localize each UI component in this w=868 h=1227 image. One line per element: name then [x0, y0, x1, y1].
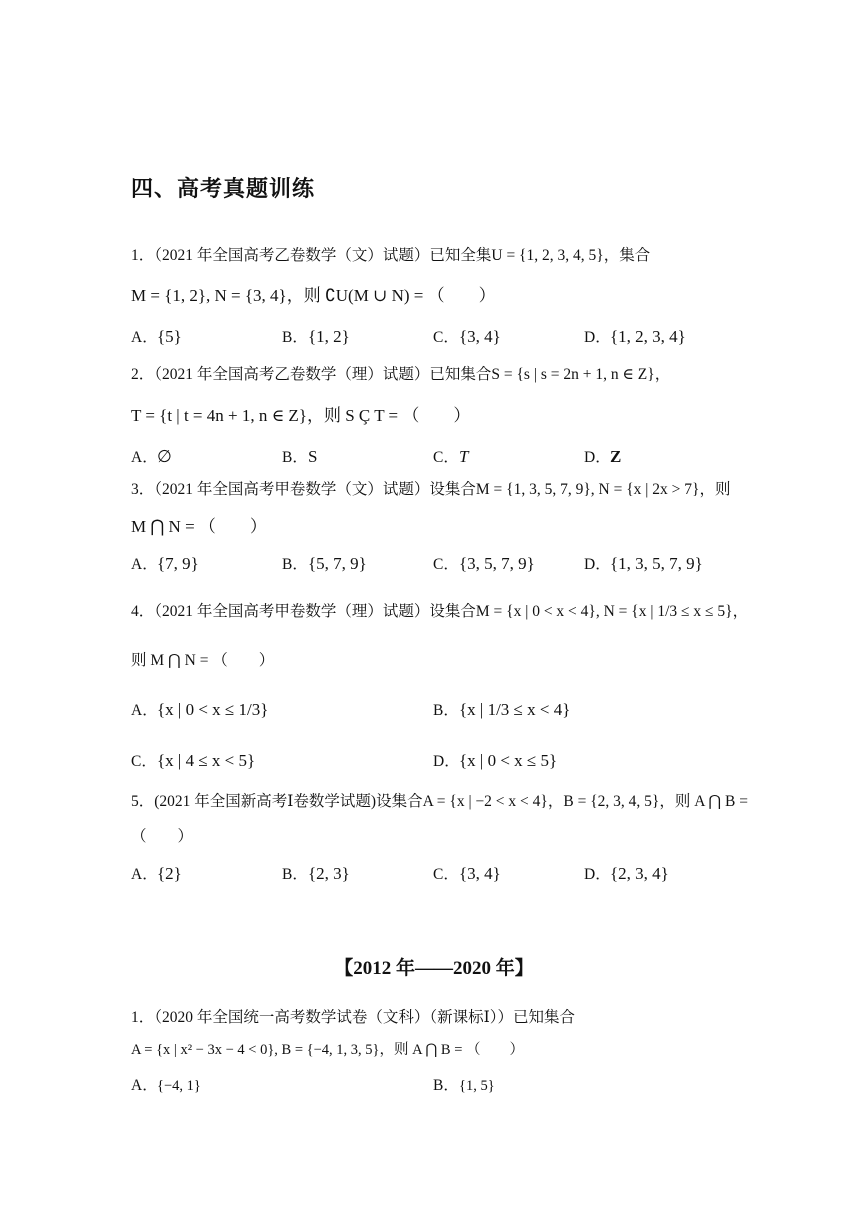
option-text: S: [308, 447, 318, 466]
period-title: 【2012 年——2020 年】: [334, 958, 534, 979]
question-1-option-d[interactable]: [584, 325, 686, 347]
option-label: A．: [131, 702, 158, 719]
question-4-option-a[interactable]: [131, 698, 268, 720]
option-text: {2, 3}: [308, 864, 350, 883]
section-title: 四、高考真题训练: [131, 177, 316, 202]
option-text: {5, 7, 9}: [308, 554, 367, 573]
option-text: T: [459, 447, 469, 466]
option-text: {2}: [157, 864, 182, 883]
option-text: {3, 4}: [459, 327, 501, 346]
option-label: D．: [584, 329, 611, 346]
question-5-stem: 5．(2021 年全国新高考Ⅰ卷数学试题)设集合A = {x | −2 < x < 4}，B = {2, 3, 4, 5}，则 A ⋂ B =: [131, 793, 748, 810]
question-3-option-c[interactable]: [433, 552, 535, 574]
option-text: ∅: [157, 447, 172, 466]
option-label: A．: [131, 449, 158, 466]
later-question-option-b[interactable]: [433, 1073, 495, 1095]
question-5-option-d[interactable]: [584, 862, 669, 884]
option-text: {1, 2, 3, 4}: [610, 327, 686, 346]
question-2-stem: 2．（2021 年全国高考乙卷数学（理）试题）已知集合S = {s | s = 2n + 1, n ∈ Z}，: [131, 366, 671, 383]
option-label: A．: [131, 1077, 158, 1094]
option-text: {1, 2}: [308, 327, 350, 346]
option-text: {7, 9}: [157, 554, 199, 573]
option-label: C．: [433, 329, 459, 346]
option-text: {1, 3, 5, 7, 9}: [610, 554, 703, 573]
option-label: A．: [131, 329, 158, 346]
question-3-option-d[interactable]: [584, 552, 703, 574]
question-2-option-a[interactable]: [131, 445, 172, 467]
option-label: A．: [131, 866, 158, 883]
option-label: C．: [433, 449, 459, 466]
question-2-stem-cont: T = {t | t = 4n + 1, n ∈ Z}，则 S Ç T = （ ）: [131, 406, 471, 425]
question-2-option-b[interactable]: [282, 445, 317, 467]
question-1-stem-cont: M = {1, 2}, N = {3, 4}，则 ∁U(M ∪ N) = （ ）: [131, 286, 496, 305]
question-4-stem-cont: 则 M ⋂ N = （ ）: [131, 652, 275, 669]
question-2-option-d[interactable]: [584, 445, 621, 467]
option-text: {2, 3, 4}: [610, 864, 669, 883]
option-text: {x | 4 ≤ x < 5}: [157, 751, 256, 770]
question-3-option-b[interactable]: [282, 552, 367, 574]
question-4-option-c[interactable]: [131, 749, 255, 771]
option-label: C．: [433, 556, 459, 573]
question-3-option-a[interactable]: [131, 552, 199, 574]
question-1-option-a[interactable]: [131, 325, 182, 347]
option-label: C．: [131, 753, 157, 770]
option-label: B．: [282, 556, 308, 573]
later-question-stem: 1．（2020 年全国统一高考数学试卷（文科）（新课标Ⅰ））已知集合: [131, 1009, 575, 1026]
question-5-option-b[interactable]: [282, 862, 350, 884]
option-text: {x | 0 < x ≤ 1/3}: [157, 700, 269, 719]
option-label: D．: [584, 866, 611, 883]
option-text: {3, 4}: [459, 864, 501, 883]
option-label: B．: [282, 449, 308, 466]
option-label: A．: [131, 556, 158, 573]
question-3-stem: 3．（2021 年全国高考甲卷数学（文）试题）设集合M = {1, 3, 5, 7, 9}, N = {x | 2x > 7}，则: [131, 481, 731, 498]
option-label: D．: [584, 449, 611, 466]
question-5-option-c[interactable]: [433, 862, 501, 884]
option-label: B．: [433, 702, 459, 719]
question-2-option-c[interactable]: [433, 445, 468, 467]
question-1-option-c[interactable]: [433, 325, 501, 347]
question-3-stem-cont: M ⋂ N = （ ）: [131, 517, 267, 536]
option-text: {5}: [157, 327, 182, 346]
option-label: B．: [282, 329, 308, 346]
question-4-stem: 4．（2021 年全国高考甲卷数学（理）试题）设集合M = {x | 0 < x < 4}, N = {x | 1/3 ≤ x ≤ 5}，: [131, 603, 749, 620]
option-label: B．: [433, 1077, 459, 1094]
question-5-stem-cont: （ ）: [131, 828, 194, 845]
option-text: {1, 5}: [459, 1078, 495, 1094]
question-1-option-b[interactable]: [282, 325, 350, 347]
later-question-option-a[interactable]: [131, 1073, 201, 1095]
question-1-stem: 1．（2021 年全国高考乙卷数学（文）试题）已知全集U = {1, 2, 3, 4, 5}，集合: [131, 247, 651, 264]
option-label: D．: [584, 556, 611, 573]
option-text: {−4, 1}: [157, 1078, 201, 1094]
option-text: {x | 0 < x ≤ 5}: [459, 751, 558, 770]
later-question-stem-cont: A = {x | x² − 3x − 4 < 0}, B = {−4, 1, 3, 5}，则 A ⋂ B = （ ）: [131, 1042, 525, 1058]
question-5-option-a[interactable]: [131, 862, 182, 884]
question-4-option-d[interactable]: [433, 749, 557, 771]
option-label: D．: [433, 753, 460, 770]
option-label: B．: [282, 866, 308, 883]
option-text: {3, 5, 7, 9}: [459, 554, 535, 573]
option-text: Z: [610, 447, 622, 466]
question-4-option-b[interactable]: [433, 698, 570, 720]
option-label: C．: [433, 866, 459, 883]
option-text: {x | 1/3 ≤ x < 4}: [459, 700, 571, 719]
